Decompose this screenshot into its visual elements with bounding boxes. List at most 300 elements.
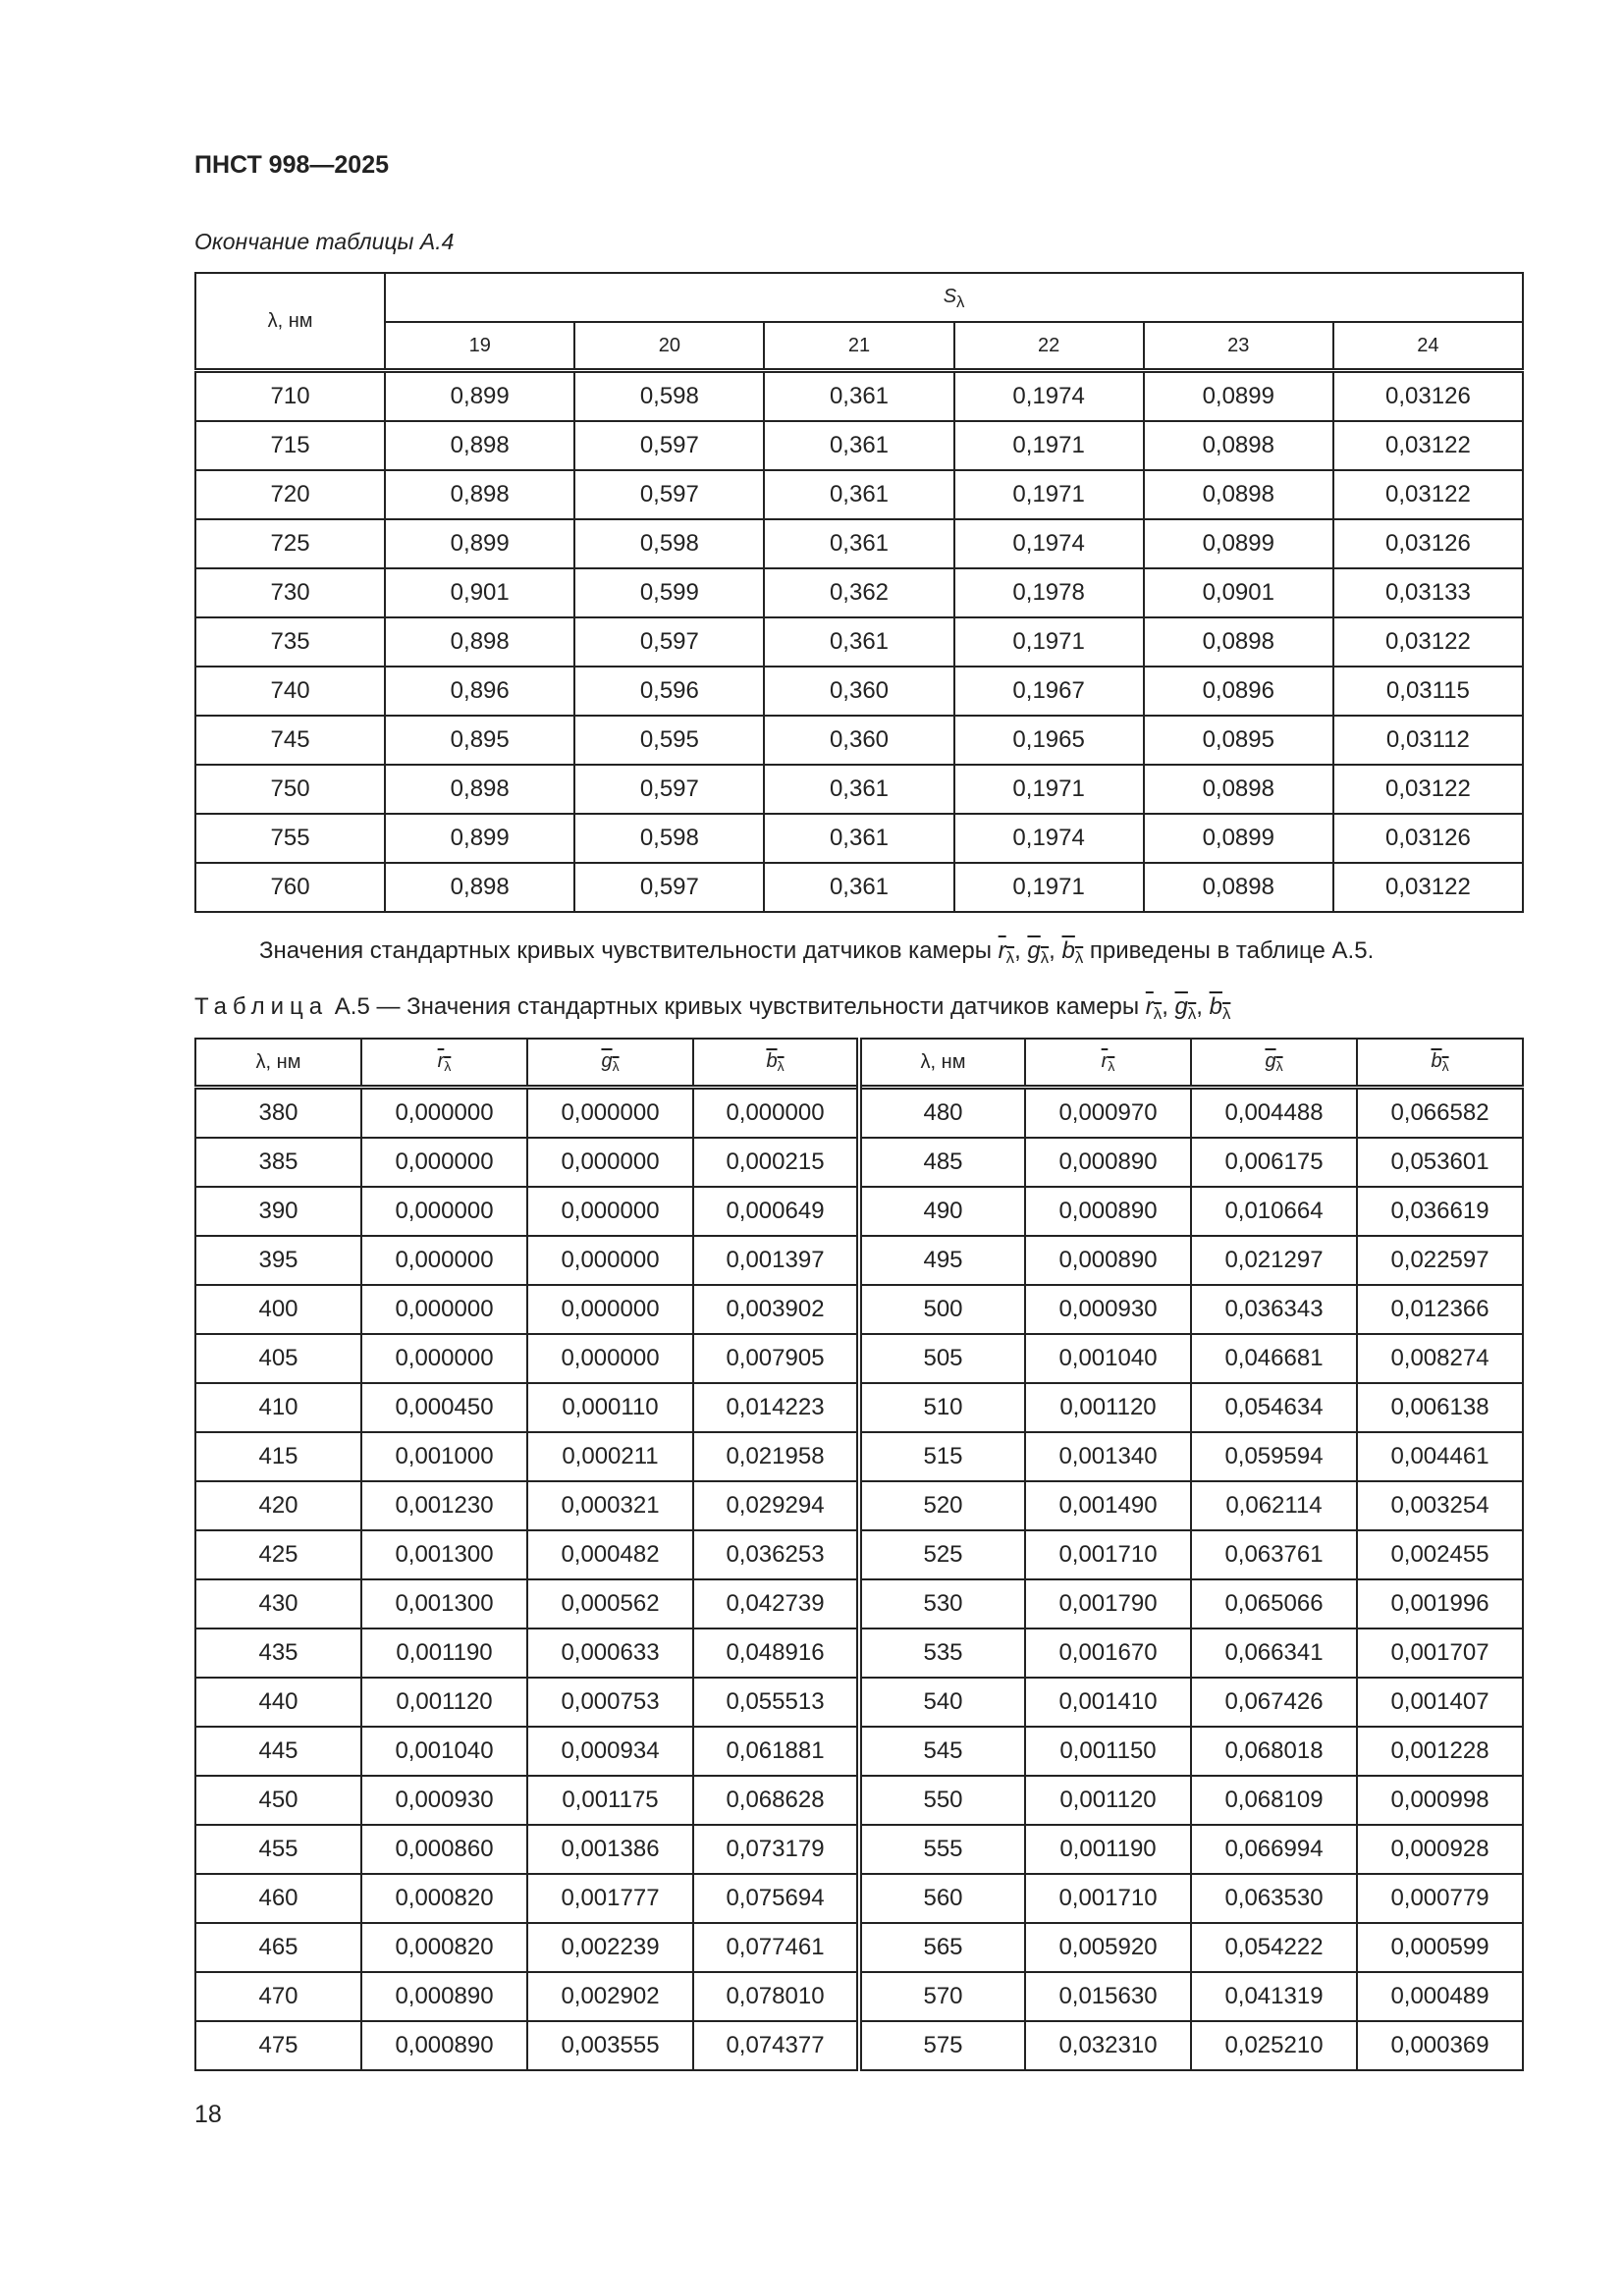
value-cell: 0,004461 (1357, 1432, 1523, 1481)
value-cell: 0,067426 (1191, 1678, 1357, 1727)
wavelength-cell: 535 (859, 1629, 1025, 1678)
value-cell: 0,597 (574, 617, 764, 667)
wavelength-cell: 710 (195, 371, 385, 422)
value-cell: 0,000890 (1025, 1236, 1191, 1285)
wavelength-cell: 475 (195, 2021, 361, 2070)
value-cell: 0,598 (574, 519, 764, 568)
g-lambda-symbol: $g_\lambda$ (1027, 937, 1050, 968)
value-cell: 0,03133 (1333, 568, 1523, 617)
wavelength-cell: 380 (195, 1088, 361, 1139)
table-row (195, 568, 1523, 617)
table-row (195, 470, 1523, 519)
value-cell: 0,000000 (693, 1088, 859, 1139)
table-a5 (194, 1038, 1524, 2071)
table-title-text: А.5 — Значения стандартных кривых чувствительности датчиков камеры (328, 993, 1146, 1020)
value-cell: 0,000000 (361, 1187, 527, 1236)
value-cell: 0,1974 (954, 519, 1144, 568)
value-cell: 0,036253 (693, 1530, 859, 1579)
value-cell: 0,000890 (1025, 1138, 1191, 1187)
value-cell: 0,012366 (1357, 1285, 1523, 1334)
table-a5-body (195, 1088, 1523, 2071)
wavelength-cell: 725 (195, 519, 385, 568)
value-cell: 0,065066 (1191, 1579, 1357, 1629)
value-cell: 0,596 (574, 667, 764, 716)
wavelength-cell: 410 (195, 1383, 361, 1432)
value-cell: 0,032310 (1025, 2021, 1191, 2070)
value-cell: 0,000753 (527, 1678, 693, 1727)
value-cell: 0,066994 (1191, 1825, 1357, 1874)
value-cell: 0,361 (764, 470, 953, 519)
value-cell: 0,036619 (1357, 1187, 1523, 1236)
table-row (195, 1187, 1523, 1236)
value-cell: 0,001300 (361, 1530, 527, 1579)
value-cell: 0,025210 (1191, 2021, 1357, 2070)
value-cell: 0,599 (574, 568, 764, 617)
wavelength-cell: 480 (859, 1088, 1025, 1139)
value-cell: 0,899 (385, 371, 574, 422)
value-cell: 0,000633 (527, 1629, 693, 1678)
value-cell: 0,1971 (954, 765, 1144, 814)
wavelength-cell: 560 (859, 1874, 1025, 1923)
r-column-header: $r_\lambda$ (361, 1039, 527, 1088)
paragraph-text-after: приведены в таблице А.5. (1083, 937, 1375, 964)
value-cell: 0,000489 (1357, 1972, 1523, 2021)
value-cell: 0,036343 (1191, 1285, 1357, 1334)
value-cell: 0,360 (764, 667, 953, 716)
b-lambda-symbol: $b_\lambda$ (1209, 993, 1231, 1024)
value-cell: 0,000110 (527, 1383, 693, 1432)
wavelength-cell: 550 (859, 1776, 1025, 1825)
value-cell: 0,022597 (1357, 1236, 1523, 1285)
table-row (195, 814, 1523, 863)
table-row (195, 1678, 1523, 1727)
value-cell: 0,062114 (1191, 1481, 1357, 1530)
value-cell: 0,074377 (693, 2021, 859, 2070)
value-cell: 0,003902 (693, 1285, 859, 1334)
value-cell: 0,000000 (527, 1088, 693, 1139)
value-cell: 0,001040 (1025, 1334, 1191, 1383)
table-row (195, 1088, 1523, 1139)
wavelength-cell: 445 (195, 1727, 361, 1776)
value-cell: 0,001707 (1357, 1629, 1523, 1678)
value-cell: 0,000930 (1025, 1285, 1191, 1334)
value-cell: 0,000820 (361, 1874, 527, 1923)
lambda-column-header: λ, нм (195, 1039, 361, 1088)
value-cell: 0,000562 (527, 1579, 693, 1629)
paragraph-text-before: Значения стандартных кривых чувствительности датчиков камеры (259, 937, 999, 964)
value-cell: 0,061881 (693, 1727, 859, 1776)
value-cell: 0,361 (764, 519, 953, 568)
value-cell: 0,001386 (527, 1825, 693, 1874)
value-cell: 0,0899 (1144, 371, 1333, 422)
value-cell: 0,001407 (1357, 1678, 1523, 1727)
wavelength-cell: 465 (195, 1923, 361, 1972)
wavelength-cell: 420 (195, 1481, 361, 1530)
b-lambda-symbol: $b_\lambda$ (1061, 937, 1084, 968)
wavelength-cell: 430 (195, 1579, 361, 1629)
value-cell: 0,0898 (1144, 765, 1333, 814)
table-row (195, 371, 1523, 422)
value-cell: 0,03112 (1333, 716, 1523, 765)
value-cell: 0,000000 (361, 1088, 527, 1139)
wavelength-cell: 400 (195, 1285, 361, 1334)
value-cell: 0,001175 (527, 1776, 693, 1825)
value-cell: 0,03115 (1333, 667, 1523, 716)
value-cell: 0,014223 (693, 1383, 859, 1432)
table-row (195, 2021, 1523, 2070)
value-cell: 0,597 (574, 470, 764, 519)
value-cell: 0,000930 (361, 1776, 527, 1825)
value-cell: 0,901 (385, 568, 574, 617)
wavelength-cell: 760 (195, 863, 385, 912)
wavelength-cell: 530 (859, 1579, 1025, 1629)
value-cell: 0,000000 (527, 1334, 693, 1383)
wavelength-cell: 720 (195, 470, 385, 519)
value-cell: 0,001120 (1025, 1776, 1191, 1825)
value-cell: 0,001040 (361, 1727, 527, 1776)
sensor-column-header: 21 (764, 322, 953, 371)
g-column-header-right: $g_\lambda$ (1191, 1039, 1357, 1088)
value-cell: 0,002455 (1357, 1530, 1523, 1579)
wavelength-cell: 520 (859, 1481, 1025, 1530)
wavelength-cell: 745 (195, 716, 385, 765)
value-cell: 0,598 (574, 371, 764, 422)
value-cell: 0,0898 (1144, 617, 1333, 667)
value-cell: 0,000779 (1357, 1874, 1523, 1923)
value-cell: 0,898 (385, 421, 574, 470)
table-row (195, 421, 1523, 470)
table-a4-continuation-caption: Окончание таблицы А.4 (194, 229, 455, 254)
lambda-column-header-right: λ, нм (859, 1039, 1025, 1088)
value-cell: 0,001490 (1025, 1481, 1191, 1530)
value-cell: 0,077461 (693, 1923, 859, 1972)
value-cell: 0,001120 (1025, 1383, 1191, 1432)
sensor-column-header: 22 (954, 322, 1144, 371)
s-symbol: S (943, 286, 957, 308)
value-cell: 0,046681 (1191, 1334, 1357, 1383)
value-cell: 0,073179 (693, 1825, 859, 1874)
value-cell: 0,054222 (1191, 1923, 1357, 1972)
wavelength-cell: 435 (195, 1629, 361, 1678)
table-row (195, 1776, 1523, 1825)
table-row (195, 1874, 1523, 1923)
value-cell: 0,021297 (1191, 1236, 1357, 1285)
value-cell: 0,000000 (361, 1236, 527, 1285)
value-cell: 0,000000 (527, 1285, 693, 1334)
value-cell: 0,03122 (1333, 863, 1523, 912)
value-cell: 0,066341 (1191, 1629, 1357, 1678)
value-cell: 0,000000 (361, 1138, 527, 1187)
value-cell: 0,03126 (1333, 371, 1523, 422)
value-cell: 0,000000 (527, 1236, 693, 1285)
value-cell: 0,03122 (1333, 765, 1523, 814)
wavelength-cell: 450 (195, 1776, 361, 1825)
wavelength-cell: 750 (195, 765, 385, 814)
wavelength-cell: 755 (195, 814, 385, 863)
wavelength-cell: 455 (195, 1825, 361, 1874)
value-cell: 0,000649 (693, 1187, 859, 1236)
table-a5-title: Таблица А.5 — Значения стандартных кривых чувствительности датчиков камеры $r_\lambda$, $g_\lambda$, $b_\lambda$ (194, 993, 1231, 1024)
wavelength-cell: 555 (859, 1825, 1025, 1874)
wavelength-cell: 425 (195, 1530, 361, 1579)
table-row (195, 617, 1523, 667)
wavelength-cell: 405 (195, 1334, 361, 1383)
value-cell: 0,001190 (1025, 1825, 1191, 1874)
table-row (195, 1334, 1523, 1383)
value-cell: 0,1974 (954, 371, 1144, 422)
value-cell: 0,000599 (1357, 1923, 1523, 1972)
sensor-column-header: 24 (1333, 322, 1523, 371)
value-cell: 0,000998 (1357, 1776, 1523, 1825)
value-cell: 0,001397 (693, 1236, 859, 1285)
table-a4-header (195, 273, 1523, 371)
value-cell: 0,004488 (1191, 1088, 1357, 1139)
document-code: ПНСТ 998—2025 (194, 151, 389, 179)
value-cell: 0,1965 (954, 716, 1144, 765)
value-cell: 0,001120 (361, 1678, 527, 1727)
value-cell: 0,001228 (1357, 1727, 1523, 1776)
table-a5-intro-paragraph: Значения стандартных кривых чувствительности датчиков камеры $r_\lambda$, $g_\lambda$, $b_\lambda$ приведены в таблице А.5. (259, 937, 1375, 968)
table-row (195, 1579, 1523, 1629)
value-cell: 0,0898 (1144, 863, 1333, 912)
table-row (195, 667, 1523, 716)
value-cell: 0,0901 (1144, 568, 1333, 617)
sensor-column-header: 19 (385, 322, 574, 371)
value-cell: 0,361 (764, 814, 953, 863)
value-cell: 0,000000 (527, 1138, 693, 1187)
value-cell: 0,1971 (954, 470, 1144, 519)
value-cell: 0,001000 (361, 1432, 527, 1481)
wavelength-cell: 525 (859, 1530, 1025, 1579)
value-cell: 0,000000 (361, 1285, 527, 1334)
wavelength-cell: 385 (195, 1138, 361, 1187)
wavelength-cell: 570 (859, 1972, 1025, 2021)
value-cell: 0,078010 (693, 1972, 859, 2021)
value-cell: 0,006175 (1191, 1138, 1357, 1187)
value-cell: 0,1971 (954, 421, 1144, 470)
value-cell: 0,005920 (1025, 1923, 1191, 1972)
value-cell: 0,015630 (1025, 1972, 1191, 2021)
value-cell: 0,053601 (1357, 1138, 1523, 1187)
table-row (195, 1727, 1523, 1776)
value-cell: 0,000890 (1025, 1187, 1191, 1236)
value-cell: 0,1974 (954, 814, 1144, 863)
wavelength-cell: 540 (859, 1678, 1025, 1727)
table-row (195, 1825, 1523, 1874)
value-cell: 0,002239 (527, 1923, 693, 1972)
value-cell: 0,000482 (527, 1530, 693, 1579)
value-cell: 0,896 (385, 667, 574, 716)
table-row (195, 765, 1523, 814)
table-row (195, 1530, 1523, 1579)
value-cell: 0,895 (385, 716, 574, 765)
wavelength-cell: 500 (859, 1285, 1025, 1334)
wavelength-cell: 545 (859, 1727, 1025, 1776)
wavelength-cell: 485 (859, 1138, 1025, 1187)
value-cell: 0,0895 (1144, 716, 1333, 765)
value-cell: 0,029294 (693, 1481, 859, 1530)
value-cell: 0,068109 (1191, 1776, 1357, 1825)
value-cell: 0,899 (385, 814, 574, 863)
value-cell: 0,001670 (1025, 1629, 1191, 1678)
value-cell: 0,000450 (361, 1383, 527, 1432)
wavelength-cell: 510 (859, 1383, 1025, 1432)
value-cell: 0,03122 (1333, 617, 1523, 667)
table-row (195, 1923, 1523, 1972)
wavelength-cell: 460 (195, 1874, 361, 1923)
value-cell: 0,000890 (361, 1972, 527, 2021)
table-row (195, 1629, 1523, 1678)
value-cell: 0,1978 (954, 568, 1144, 617)
value-cell: 0,03122 (1333, 421, 1523, 470)
value-cell: 0,003254 (1357, 1481, 1523, 1530)
value-cell: 0,898 (385, 863, 574, 912)
wavelength-cell: 470 (195, 1972, 361, 2021)
value-cell: 0,001710 (1025, 1874, 1191, 1923)
table-label: Таблица (194, 993, 329, 1020)
wavelength-cell: 740 (195, 667, 385, 716)
value-cell: 0,898 (385, 470, 574, 519)
table-a4-body (195, 371, 1523, 913)
value-cell: 0,059594 (1191, 1432, 1357, 1481)
wavelength-cell: 515 (859, 1432, 1025, 1481)
value-cell: 0,006138 (1357, 1383, 1523, 1432)
table-row (195, 1972, 1523, 2021)
value-cell: 0,361 (764, 617, 953, 667)
value-cell: 0,000215 (693, 1138, 859, 1187)
value-cell: 0,000890 (361, 2021, 527, 2070)
b-column-header-right: $b_\lambda$ (1357, 1039, 1523, 1088)
wavelength-cell: 495 (859, 1236, 1025, 1285)
value-cell: 0,899 (385, 519, 574, 568)
value-cell: 0,000928 (1357, 1825, 1523, 1874)
value-cell: 0,360 (764, 716, 953, 765)
value-cell: 0,0898 (1144, 421, 1333, 470)
sensor-column-header: 23 (1144, 322, 1333, 371)
value-cell: 0,001710 (1025, 1530, 1191, 1579)
value-cell: 0,1967 (954, 667, 1144, 716)
value-cell: 0,001300 (361, 1579, 527, 1629)
value-cell: 0,001777 (527, 1874, 693, 1923)
page-number: 18 (194, 2101, 222, 2128)
wavelength-cell: 575 (859, 2021, 1025, 2070)
value-cell: 0,041319 (1191, 1972, 1357, 2021)
table-a5-header (195, 1039, 1523, 1088)
value-cell: 0,063761 (1191, 1530, 1357, 1579)
value-cell: 0,003555 (527, 2021, 693, 2070)
value-cell: 0,361 (764, 765, 953, 814)
table-row (195, 519, 1523, 568)
wavelength-cell: 390 (195, 1187, 361, 1236)
value-cell: 0,000934 (527, 1727, 693, 1776)
wavelength-cell: 505 (859, 1334, 1025, 1383)
value-cell: 0,598 (574, 814, 764, 863)
value-cell: 0,000860 (361, 1825, 527, 1874)
wavelength-cell: 565 (859, 1923, 1025, 1972)
table-row (195, 1285, 1523, 1334)
value-cell: 0,03126 (1333, 519, 1523, 568)
value-cell: 0,898 (385, 617, 574, 667)
wavelength-cell: 735 (195, 617, 385, 667)
s-subscript: λ (956, 293, 965, 312)
wavelength-cell: 440 (195, 1678, 361, 1727)
value-cell: 0,000369 (1357, 2021, 1523, 2070)
value-cell: 0,000970 (1025, 1088, 1191, 1139)
value-cell: 0,898 (385, 765, 574, 814)
value-cell: 0,1971 (954, 617, 1144, 667)
b-column-header: $b_\lambda$ (693, 1039, 859, 1088)
wavelength-cell: 730 (195, 568, 385, 617)
value-cell: 0,068628 (693, 1776, 859, 1825)
table-a4 (194, 272, 1524, 913)
value-cell: 0,03126 (1333, 814, 1523, 863)
value-cell: 0,001150 (1025, 1727, 1191, 1776)
value-cell: 0,001790 (1025, 1579, 1191, 1629)
value-cell: 0,000000 (527, 1187, 693, 1236)
value-cell: 0,007905 (693, 1334, 859, 1383)
value-cell: 0,362 (764, 568, 953, 617)
value-cell: 0,055513 (693, 1678, 859, 1727)
value-cell: 0,000820 (361, 1923, 527, 1972)
table-row (195, 863, 1523, 912)
lambda-column-header: λ, нм (195, 273, 385, 371)
value-cell: 0,597 (574, 863, 764, 912)
s-lambda-group-header (385, 273, 1523, 322)
r-lambda-symbol: $r_\lambda$ (1145, 993, 1163, 1024)
table-row (195, 1383, 1523, 1432)
value-cell: 0,0898 (1144, 470, 1333, 519)
value-cell: 0,0896 (1144, 667, 1333, 716)
value-cell: 0,008274 (1357, 1334, 1523, 1383)
value-cell: 0,001340 (1025, 1432, 1191, 1481)
g-lambda-symbol: $g_\lambda$ (1174, 993, 1197, 1024)
value-cell: 0,010664 (1191, 1187, 1357, 1236)
value-cell: 0,001410 (1025, 1678, 1191, 1727)
value-cell: 0,048916 (693, 1629, 859, 1678)
value-cell: 0,000000 (361, 1334, 527, 1383)
value-cell: 0,042739 (693, 1579, 859, 1629)
wavelength-cell: 415 (195, 1432, 361, 1481)
wavelength-cell: 715 (195, 421, 385, 470)
value-cell: 0,03122 (1333, 470, 1523, 519)
value-cell: 0,000321 (527, 1481, 693, 1530)
value-cell: 0,1971 (954, 863, 1144, 912)
r-column-header-right: $r_\lambda$ (1025, 1039, 1191, 1088)
value-cell: 0,0899 (1144, 814, 1333, 863)
value-cell: 0,000211 (527, 1432, 693, 1481)
sensor-column-header: 20 (574, 322, 764, 371)
value-cell: 0,597 (574, 765, 764, 814)
table-row (195, 1236, 1523, 1285)
value-cell: 0,595 (574, 716, 764, 765)
value-cell: 0,0899 (1144, 519, 1333, 568)
wavelength-cell: 490 (859, 1187, 1025, 1236)
value-cell: 0,001230 (361, 1481, 527, 1530)
value-cell: 0,361 (764, 863, 953, 912)
value-cell: 0,068018 (1191, 1727, 1357, 1776)
value-cell: 0,002902 (527, 1972, 693, 2021)
r-lambda-symbol: $r_\lambda$ (998, 937, 1015, 968)
value-cell: 0,001190 (361, 1629, 527, 1678)
value-cell: 0,021958 (693, 1432, 859, 1481)
g-column-header: $g_\lambda$ (527, 1039, 693, 1088)
value-cell: 0,001996 (1357, 1579, 1523, 1629)
value-cell: 0,054634 (1191, 1383, 1357, 1432)
value-cell: 0,361 (764, 371, 953, 422)
value-cell: 0,075694 (693, 1874, 859, 1923)
table-row (195, 716, 1523, 765)
value-cell: 0,063530 (1191, 1874, 1357, 1923)
